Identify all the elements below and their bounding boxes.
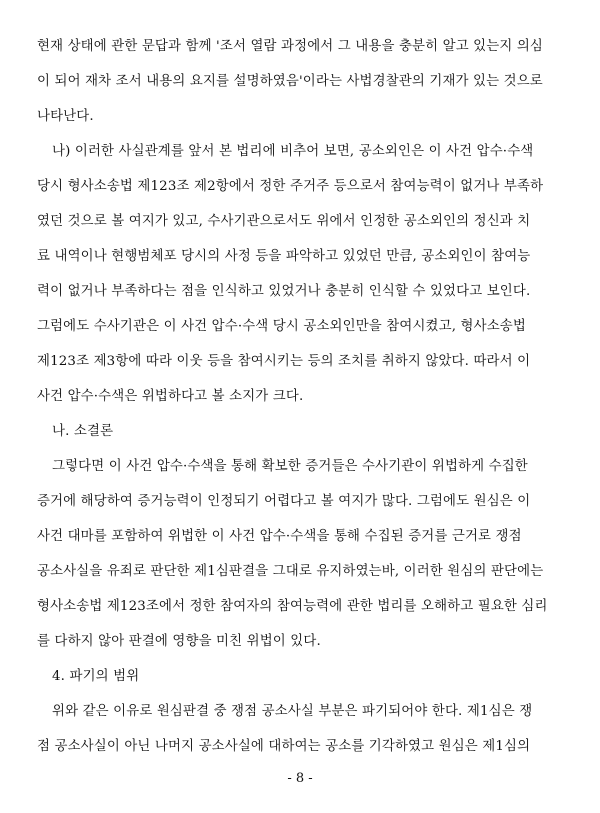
text-line: 력이 없거나 부족하다는 점을 인식하고 있었거나 충분히 인식할 수 있었다고 보인다. bbox=[37, 284, 531, 299]
text-line: 그럼에도 수사기관은 이 사건 압수·수색 당시 공소외인만을 참여시켰고, 형사소송법 bbox=[37, 319, 526, 334]
text-line: 증거에 해당하여 증거능력이 인정되기 어렵다고 볼 여지가 많다. 그럼에도 원심은 이 bbox=[37, 494, 531, 509]
text-line: 를 다하지 않아 판결에 영향을 미친 위법이 있다. bbox=[37, 634, 321, 649]
text-line: 현재 상태에 관한 문답과 함께 '조서 열람 과정에서 그 내용을 충분히 알고 있는지 의심 bbox=[37, 39, 544, 54]
text-line: 사건 대마를 포함하여 위법한 이 사건 압수·수색을 통해 수집된 증거를 근거로 쟁점 bbox=[37, 529, 522, 544]
section-heading: 나. 소결론 bbox=[52, 424, 114, 439]
text-line: 제123조 제3항에 따라 이웃 등을 참여시키는 등의 조치를 취하지 않았다. 따라서 이 bbox=[37, 354, 531, 369]
text-line: 당시 형사소송법 제123조 제2항에서 정한 주거주 등으로서 참여능력이 없거나 부족하 bbox=[37, 179, 544, 194]
text-line: 점 공소사실이 아닌 나머지 공소사실에 대하여는 공소를 기각하였고 원심은 제1심의 bbox=[37, 739, 531, 754]
paragraph-start-line: 위와 같은 이유로 원심판결 중 쟁점 공소사실 부분은 파기되어야 한다. 제1심은 쟁 bbox=[52, 704, 533, 719]
paragraph-start-line: 그렇다면 이 사건 압수·수색을 통해 확보한 증거들은 수사기관이 위법하게 수집한 bbox=[52, 459, 528, 474]
text-line: 이 되어 재차 조서 내용의 요지를 설명하였음'이라는 사법경찰관의 기재가 있는 것으로 bbox=[37, 74, 543, 89]
paragraph-start-line: 나) 이러한 사실관계를 앞서 본 법리에 비추어 보면, 공소외인은 이 사건 압수·수색 bbox=[52, 144, 534, 159]
text-line: 형사소송법 제123조에서 정한 참여자의 참여능력에 관한 법리를 오해하고 필요한 심리 bbox=[37, 599, 548, 614]
text-line: 공소사실을 유죄로 판단한 제1심판결을 그대로 유지하였는바, 이러한 원심의 판단에는 bbox=[37, 564, 544, 579]
page-number: - 8 - bbox=[287, 771, 313, 786]
text-line: 였던 것으로 볼 여지가 있고, 수사기관으로서도 위에서 인정한 공소외인의 정신과 치 bbox=[37, 214, 531, 229]
section-heading: 4. 파기의 범위 bbox=[52, 669, 140, 684]
text-line: 료 내역이나 현행범체포 당시의 사정 등을 파악하고 있었던 만큼, 공소외인이 참여능 bbox=[37, 249, 531, 264]
text-line: 사건 압수·수색은 위법하다고 볼 소지가 크다. bbox=[37, 389, 304, 404]
text-line: 나타난다. bbox=[37, 109, 94, 124]
